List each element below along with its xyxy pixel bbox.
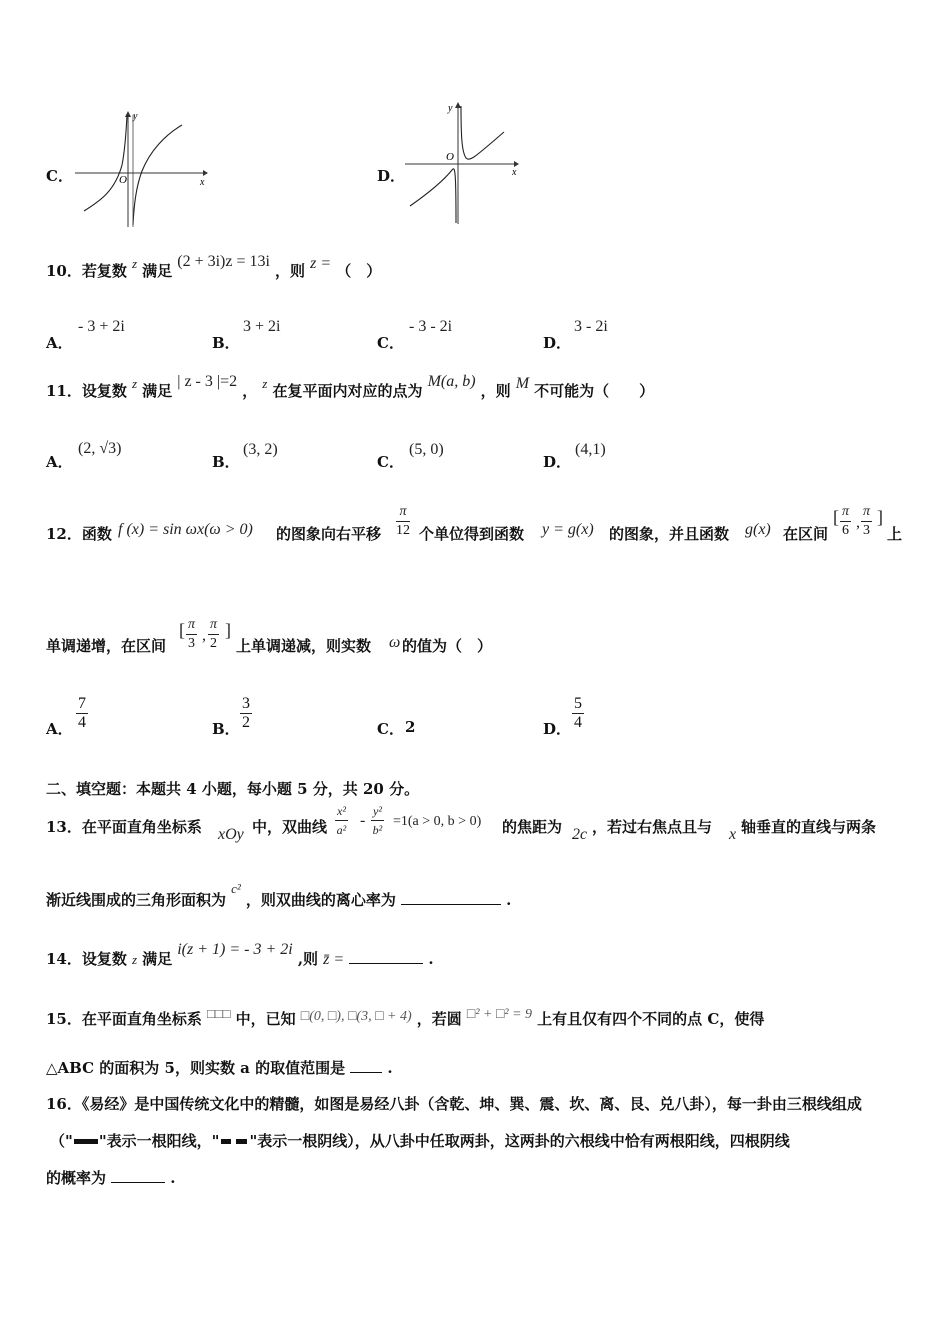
q12-interval2-a: $\frac{\pi}{3}$ xyxy=(188,617,196,651)
q12-interval2-close: ] xyxy=(225,620,231,640)
q12-option-a-value: $\frac{7}{4}$ xyxy=(78,695,86,731)
yin-line-icon xyxy=(221,1139,247,1144)
q9d-origin: O xyxy=(446,151,454,163)
q12-text-5: 上 xyxy=(887,525,903,543)
q10-option-b-value: 3 + 2i xyxy=(243,318,281,335)
q11-option-a-value: (2, √3) xyxy=(78,440,122,457)
q10-option-c-value: - 3 - 2i xyxy=(409,318,453,335)
q12-number: 12．函数 xyxy=(46,525,112,543)
q9-option-c-label[interactable]: C． xyxy=(46,167,73,185)
q13-hyperbola-rest: =1(a > 0, b > 0) xyxy=(393,814,482,829)
q14-stem: 14．设复数 z 满足 i(z + 1) = - 3 + 2i ,则 z̄ = . xyxy=(46,941,434,968)
q12-line2-a: 单调递增，在区间 xyxy=(46,637,167,655)
q10-option-a-value: - 3 + 2i xyxy=(78,318,125,335)
q12-option-d-value: $\frac{5}{4}$ xyxy=(574,695,582,731)
q12-interval2-comma: , xyxy=(202,627,206,644)
q13-text-4: 轴垂直的直线与两条 xyxy=(741,818,877,836)
q13-minus: - xyxy=(360,812,366,829)
q12-text-3: 的图象，并且函数 xyxy=(609,525,730,543)
q11-option-c-value: (5, 0) xyxy=(409,441,444,458)
q11-option-d-value: (4,1) xyxy=(575,441,606,458)
q9-option-c-graph xyxy=(70,105,210,230)
q16-line2: （" "表示一根阳线，" "表示一根阴线），从八卦中任取两卦，这两卦的六根线中恰有两根阳线，四根阴线 xyxy=(50,1132,790,1150)
q12-interval1-comma: , xyxy=(856,514,860,531)
q9-option-d-label[interactable]: D． xyxy=(377,167,406,185)
q13-answer-blank[interactable] xyxy=(401,904,501,905)
q11-option-b-value: (3, 2) xyxy=(243,441,278,458)
q11-option-b-label[interactable]: B． xyxy=(212,453,240,471)
q12-omega: ω xyxy=(389,634,401,651)
q12-option-b-label[interactable]: B． xyxy=(212,720,240,738)
q13-line2: 渐近线围成的三角形面积为 $^{c^2}$ ，则双曲线的离心率为 . xyxy=(46,881,512,909)
q9c-axis-x: x xyxy=(200,177,205,188)
q12-interval2-open: [ xyxy=(179,620,185,640)
q13-2c: 2c xyxy=(572,826,588,843)
q11-option-d-label[interactable]: D． xyxy=(543,453,572,471)
q16-answer-blank[interactable] xyxy=(111,1182,165,1183)
q13-text-2: 的焦距为 xyxy=(502,818,563,836)
q12-text-2: 个单位得到函数 xyxy=(419,525,525,543)
q12-text-4: 在区间 xyxy=(783,525,829,543)
q12-interval1-b: $\frac{\pi}{3}$ xyxy=(863,504,871,538)
section-2-heading: 二、填空题：本题共 4 小题，每小题 5 分，共 20 分。 xyxy=(46,780,420,798)
q9d-axis-y: y xyxy=(448,103,453,114)
q10-option-c-label[interactable]: C． xyxy=(377,334,404,352)
q12-option-a-label[interactable]: A． xyxy=(46,720,73,738)
q10-option-d-label[interactable]: D． xyxy=(543,334,572,352)
yang-line-icon xyxy=(74,1139,98,1144)
q12-line2-b: 上单调递减，则实数 xyxy=(236,637,372,655)
q14-answer-blank[interactable] xyxy=(349,963,423,964)
q16-line1: 16．《易经》是中国传统文化中的精髓，如图是易经八卦（含乾、坤、巽、震、坎、离、艮、兑八卦），每一卦由三根线组成 xyxy=(46,1095,862,1113)
q13-text-1: 中，双曲线 xyxy=(252,818,328,836)
q15-line2: △ABC 的面积为 5，则实数 a 的取值范围是 . xyxy=(46,1059,393,1077)
q13-x: x xyxy=(729,826,737,843)
q11-option-c-label[interactable]: C． xyxy=(377,453,404,471)
q10-option-a-label[interactable]: A． xyxy=(46,334,73,352)
q10-stem: 10．若复数 $^z$ 满足 (2 + 3i)z = 13i ，则 z = （ ） xyxy=(46,253,382,280)
q12-shift-fraction: $\frac{\pi}{12}$ xyxy=(396,504,410,538)
q12-option-c-value: 2 xyxy=(405,718,416,736)
q16-line3: 的概率为 . xyxy=(46,1169,176,1187)
q12-option-d-label[interactable]: D． xyxy=(543,720,572,738)
q12-interval2-b: $\frac{\pi}{2}$ xyxy=(210,617,218,651)
q12-interval1-close: ] xyxy=(877,507,883,527)
q12-line2-c: 的值为（ ） xyxy=(402,637,493,655)
q12-g: g(x) xyxy=(745,521,771,538)
q9-option-d-graph xyxy=(400,98,530,228)
q9d-axis-x: x xyxy=(512,167,517,178)
q15-answer-blank[interactable] xyxy=(350,1072,382,1073)
q15-stem: 15．在平面直角坐标系 □□□ 中，已知 □(0, □), □(3, □ + 4) ，若圆 □² + □² = 9 上有且仅有四个不同的点 C，使得 xyxy=(46,1006,765,1028)
q13-frac-x: $\frac{\text{x²}}{\text{a²}}$ xyxy=(336,804,347,837)
q12-interval1-a: $\frac{\pi}{6}$ xyxy=(842,504,850,538)
q9c-origin: O xyxy=(119,174,127,186)
q13-xoy: xOy xyxy=(218,826,244,843)
q11-option-a-label[interactable]: A． xyxy=(46,453,73,471)
q12-function: f (x) = sin ωx(ω > 0) xyxy=(118,521,253,538)
q13-text-3: ，若过右焦点且与 xyxy=(592,818,713,836)
q13-number: 13．在平面直角坐标系 xyxy=(46,818,202,836)
q12-option-c-label[interactable]: C． xyxy=(377,720,404,738)
q13-frac-y: $\frac{\text{y²}}{\text{b²}}$ xyxy=(372,804,383,837)
q9c-axis-y: y xyxy=(133,111,138,122)
q10-option-d-value: 3 - 2i xyxy=(574,318,608,335)
q12-option-b-value: $\frac{3}{2}$ xyxy=(242,695,250,731)
q12-text-1: 的图象向右平移 xyxy=(276,525,382,543)
q10-option-b-label[interactable]: B． xyxy=(212,334,240,352)
q11-stem: 11．设复数 $^z$ 满足 | z - 3 |=2 ， $^z$ 在复平面内对应的点为 M(a, b) ，则 M 不可能为（ ） xyxy=(46,373,655,400)
q12-gfunc: y = g(x) xyxy=(542,521,594,538)
q12-interval1-open: [ xyxy=(833,507,839,527)
